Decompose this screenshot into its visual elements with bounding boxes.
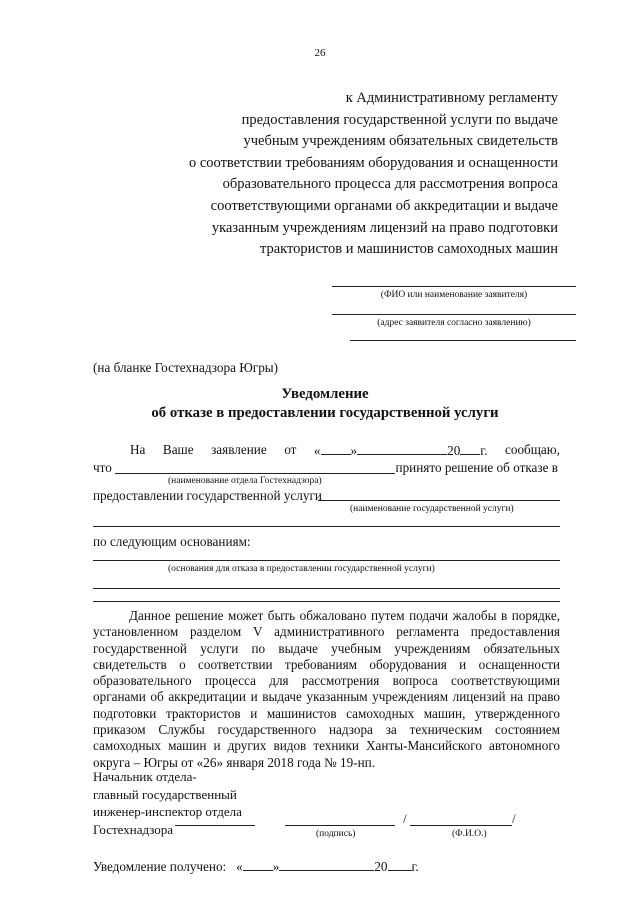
month-blank <box>357 442 447 455</box>
year-suffix: г. <box>411 859 419 874</box>
word: На <box>130 442 146 457</box>
page-number: 26 <box>314 47 326 59</box>
slash-left: / <box>403 811 407 826</box>
signatory-line: инженер-инспектор отдела <box>93 804 242 819</box>
open-quote: « <box>313 443 321 458</box>
day-blank <box>321 442 351 455</box>
received-line <box>93 858 419 875</box>
close-quote: » <box>272 859 280 874</box>
word: от <box>284 442 297 457</box>
signatory-block <box>93 768 242 838</box>
applicant-name-line <box>332 286 576 287</box>
body-line-1 <box>130 442 560 459</box>
body-line-2-end: принято решение об отказе в <box>395 460 558 475</box>
applicant-address-caption: (адрес заявителя согласно заявлению) <box>377 318 531 328</box>
grounds-line-3 <box>93 601 560 602</box>
annex-line: трактористов и машинистов самоходных машин <box>259 241 558 258</box>
open-quote: « <box>236 859 243 874</box>
year-blank <box>460 442 480 455</box>
year-prefix: 20 <box>374 859 388 874</box>
applicant-address-line <box>332 314 576 315</box>
notice-title: Уведомление <box>281 386 369 402</box>
signatory-line: Гостехнадзора <box>93 821 174 837</box>
annex-line: образовательного процесса для рассмотрения вопроса <box>222 176 558 193</box>
applicant-name-caption: (ФИО или наименование заявителя) <box>380 290 528 300</box>
annex-block <box>189 88 558 261</box>
received-label: Уведомление получено: <box>93 859 227 874</box>
applicant-extra-line <box>350 340 576 341</box>
name-line <box>410 825 512 826</box>
grounds-line-1 <box>93 560 560 561</box>
signature-caption: (подпись) <box>316 829 356 839</box>
name-caption: (Ф.И.О.) <box>452 829 487 839</box>
signatory-line: Начальник отдела- <box>93 769 197 784</box>
word: заявление <box>211 442 267 457</box>
signatory-extra-line <box>175 825 255 826</box>
date-field <box>314 442 488 459</box>
annex-line: указанным учреждениям лицензий на право подготовки <box>211 219 558 236</box>
annex-line: соответствующими органами об аккредитации и выдаче <box>210 197 558 214</box>
department-caption: (наименование отдела Гостехнадзора) <box>168 476 322 486</box>
year-blank <box>388 858 412 871</box>
word: сообщаю, <box>505 442 560 457</box>
year-prefix: 20 <box>447 443 461 458</box>
letterhead-note: (на бланке Гостехнадзора Югры) <box>93 360 279 375</box>
body-line-3: предоставлении государственной услуги <box>93 488 322 503</box>
service-caption: (наименование государственной услуги) <box>350 504 514 514</box>
slash-right: / <box>512 811 516 826</box>
month-blank <box>279 858 374 871</box>
annex-line: о соответствии требованиям оборудования и оснащенности <box>188 154 558 171</box>
service-line <box>318 500 560 501</box>
body-line-2-start: что <box>93 460 112 475</box>
annex-line: учебным учреждениям обязательных свидетельств <box>243 133 558 150</box>
day-blank <box>243 858 273 871</box>
annex-line: к Административному регламенту <box>345 90 558 106</box>
close-quote: » <box>350 443 358 458</box>
appeal-paragraph: Данное решение может быть обжаловано путем подачи жалобы в порядке, установленном разделом V административного регламента предоставления государственной услуги по выдаче учебным учреждениям обязательных свидетельств о соответствии требованиям оборудования и оснащенности образовательного процесса для рассмотрения вопроса соответствующими органами об аккредитации и выдаче указанным учреждениям лицензий на право подготовки трактористов и машинистов самоходных машин, утвержденного приказом Службы государственного надзора за техническим состоянием самоходных машин и других видов техники Ханты-Мансийского автономного округа – Югры от «26» января 2018 года № 19-нп. <box>93 608 560 770</box>
grounds-caption: (основания для отказа в предоставлении государственной услуги) <box>168 564 435 574</box>
word: Ваше <box>162 442 194 457</box>
signatory-line: главный государственный <box>93 786 237 802</box>
year-suffix: г. <box>480 443 488 458</box>
grounds-line-2 <box>93 588 560 589</box>
department-line <box>115 473 395 474</box>
signature-line <box>285 825 395 826</box>
annex-line: предоставления государственной услуги по выдаче <box>241 111 558 128</box>
notice-subtitle: об отказе в предоставлении государственной услуги <box>151 405 499 421</box>
grounds-label: по следующим основаниям: <box>93 534 251 549</box>
service-line-2 <box>93 526 560 527</box>
